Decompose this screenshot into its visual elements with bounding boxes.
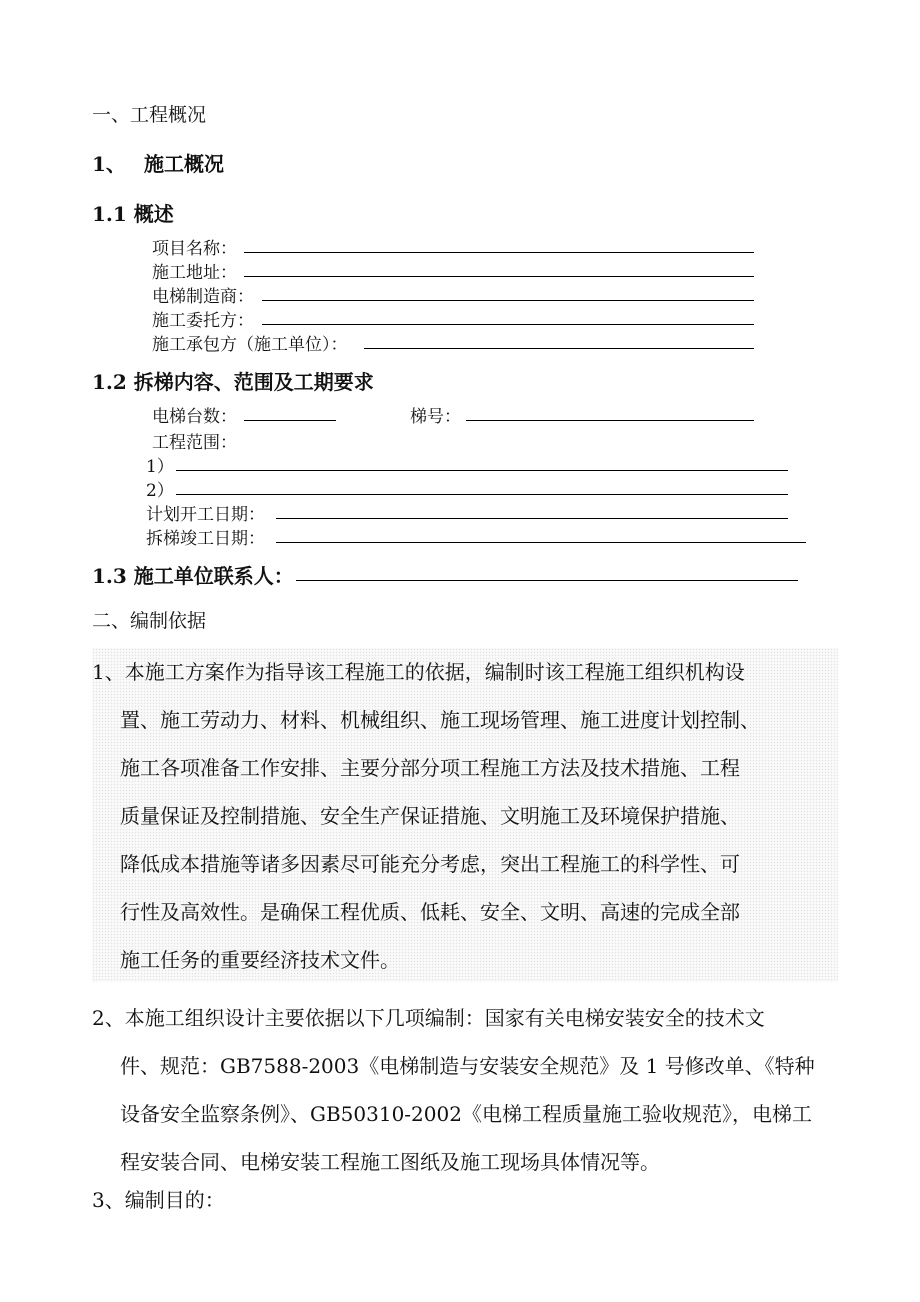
project-name-field[interactable]: [244, 252, 754, 253]
scope-label: 工程范围：: [152, 433, 237, 453]
site-address-field[interactable]: [244, 276, 754, 277]
scope-item-1-label: 1）: [146, 457, 174, 477]
manufacturer-label: 电梯制造商：: [152, 287, 254, 307]
elevator-number-field[interactable]: [466, 420, 754, 421]
paragraph-line: 2、本施工组织设计主要依据以下几项编制：国家有关电梯安装安全的技术文: [92, 1006, 765, 1030]
section-heading-basis: 二、编制依据: [92, 610, 207, 632]
basis-paragraph-1: [92, 648, 838, 984]
paragraph-line: 3、编制目的：: [92, 1188, 225, 1212]
subsection-title-construction-overview: 施工概况: [144, 152, 224, 176]
paragraph-line: 施工任务的重要经济技术文件。: [120, 948, 400, 972]
paragraph-line: 1、本施工方案作为指导该工程施工的依据，编制时该工程施工组织机构设: [92, 660, 745, 684]
paragraph-line: 行性及高效性。是确保工程优质、低耗、安全、文明、高速的完成全部: [120, 900, 740, 924]
paragraph-line: 施工各项准备工作安排、主要分部分项工程施工方法及技术措施、工程: [120, 756, 740, 780]
site-address-label: 施工地址：: [152, 263, 237, 283]
paragraph-line: 置、施工劳动力、材料、机械组织、施工现场管理、施工进度计划控制、: [120, 708, 760, 732]
section-1-3-title: 1.3 施工单位联系人：: [92, 564, 294, 588]
scope-item-1-field[interactable]: [176, 470, 788, 471]
contact-person-field[interactable]: [296, 580, 798, 581]
section-1-2-title: 1.2 拆梯内容、范围及工期要求: [92, 370, 374, 394]
completion-date-label: 拆梯竣工日期：: [146, 529, 265, 549]
contractor-label: 施工承包方（施工单位）：: [152, 335, 348, 355]
manufacturer-field[interactable]: [262, 300, 754, 301]
paragraph-line: 程安装合同、电梯安装工程施工图纸及施工现场具体情况等。: [120, 1150, 660, 1174]
planned-start-field[interactable]: [276, 518, 788, 519]
planned-start-label: 计划开工日期：: [146, 505, 265, 525]
scope-item-2-label: 2）: [146, 481, 174, 501]
completion-date-field[interactable]: [276, 542, 806, 543]
client-label: 施工委托方：: [152, 311, 254, 331]
subsection-number: 1、: [92, 152, 126, 176]
paragraph-line: 件、规范：GB7588-2003《电梯制造与安装安全规范》及 1 号修改单、《特种: [120, 1054, 815, 1078]
contractor-field[interactable]: [364, 348, 754, 349]
paragraph-line: 设备安全监察条例》、GB50310-2002《电梯工程质量施工验收规范》，电梯工: [120, 1102, 812, 1126]
elevator-count-label: 电梯台数：: [152, 407, 237, 427]
section-1-1-title: 1.1 概述: [92, 202, 174, 226]
paragraph-line: 质量保证及控制措施、安全生产保证措施、文明施工及环境保护措施、: [120, 804, 740, 828]
section-heading-overview: 一、工程概况: [92, 104, 207, 126]
elevator-count-field[interactable]: [244, 420, 336, 421]
scope-item-2-field[interactable]: [176, 494, 788, 495]
basis-paragraph-3: [92, 1176, 838, 1224]
project-name-label: 项目名称：: [152, 239, 237, 259]
basis-paragraph-2: [92, 994, 838, 1186]
client-field[interactable]: [262, 324, 754, 325]
elevator-number-label: 梯号：: [410, 407, 461, 427]
paragraph-line: 降低成本措施等诸多因素尽可能充分考虑，突出工程施工的科学性、可: [120, 852, 740, 876]
